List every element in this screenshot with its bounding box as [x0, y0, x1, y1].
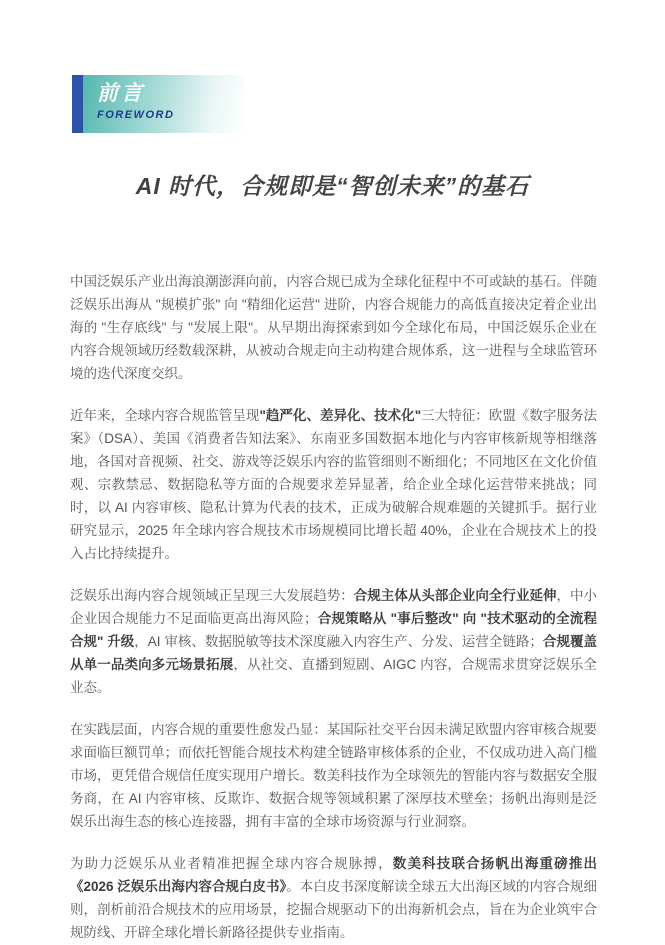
banner-title: 前言 — [97, 82, 145, 105]
body-text-segment: 在实践层面，内容合规的重要性愈发凸显：某国际社交平台因未满足欧盟内容审核合规要求面临巨额罚单；而依托智能合规技术构建全链路审核体系的企业，不仅成功进入高门槛市场，更凭借合规信任度实现用户增长。数美科技作为全球领先的智能内容与数据安全服务商，在 AI 内容审核、反欺诈、数据合规等领域积累了深厚技术壁垒；扬帆出海则是泛娱乐出海生态的核心连接器，拥有丰富的全球市场资源与行业洞察。 — [70, 722, 597, 829]
foreword-banner — [72, 75, 245, 133]
paragraph — [70, 270, 597, 385]
body-paragraphs — [70, 270, 597, 945]
paragraph — [70, 404, 597, 565]
body-text-segment: 泛娱乐出海内容合规领域正呈现三大发展趋势： — [70, 588, 354, 603]
body-text-segment: 近年来，全球内容合规监管呈现 — [70, 408, 260, 423]
body-text-segment: 三大特征：欧盟《数字服务法案》（DSA）、美国《消费者告知法案》、东南亚多国数据本地化与内容审核新规等相继落地，各国对音视频、社交、游戏等泛娱乐内容的监管细则不断细化；不同地区在文化价值观、宗教禁忌、数据隐私等方面的合规要求差异显著，给企业全球化运营带来挑战；同时，以 AI 内容审核、隐私计算为代表的技术，正成为破解合规难题的关键抓手。据行业研究显示，2025 年全球内容合规技术市场规模同比增长超 40%，企业在合规技术上的投入占比持续提升。 — [70, 408, 598, 561]
banner-subtitle: FOREWORD — [97, 109, 175, 121]
paragraph — [70, 852, 597, 944]
emphasis-text: 合规策略从 "事后整改" 向 "技术驱动的全流程合规" 升级 — [70, 611, 597, 649]
emphasis-text: 数美科技联合扬帆出海重磅推出《2026 泛娱乐出海内容合规白皮书》 — [70, 856, 598, 894]
page-title: AI 时代，合规即是“智创未来”的基石 — [135, 173, 530, 199]
emphasis-text: "趋严化、差异化、技术化" — [259, 408, 422, 423]
body-text-segment: ，中小企业因合规能力不足面临更高出海风险； — [70, 588, 598, 626]
body-text-segment: ，从社交、直播到短剧、AIGC 内容，合规需求贯穿泛娱乐全业态。 — [70, 657, 597, 695]
body-text-segment: 中国泛娱乐产业出海浪潮澎湃向前，内容合规已成为全球化征程中不可或缺的基石。伴随泛娱乐出海从 "规模扩张" 向 "精细化运营" 进阶，内容合规能力的高低直接决定着企业出海的 "生存底线" 与 "发展上限"。从早期出海探索到如今全球化布局，中国泛娱乐企业在内容合规领域历经数载深耕，从被动合规走向主动构建合规体系，这一进程与全球监管环境的迭代深度交织。 — [70, 274, 597, 381]
paragraph — [70, 584, 597, 699]
paragraph — [70, 718, 597, 833]
body-text-segment: 为助力泛娱乐从业者精准把握全球内容合规脉搏， — [70, 856, 393, 871]
emphasis-text: 合规覆盖从单一品类向多元场景拓展 — [70, 634, 597, 672]
accent-bar — [72, 75, 83, 133]
body-text-segment: ，AI 审核、数据脱敏等技术深度融入内容生产、分发、运营全链路； — [134, 634, 543, 649]
body-text-segment: 。本白皮书深度解读全球五大出海区域的内容合规细则，剖析前沿合规技术的应用场景，挖掘合规驱动下的出海新机会点，旨在为企业筑牢合规防线、开辟全球化增长新路径提供专业指南。 — [70, 879, 597, 940]
banner-gradient — [83, 75, 245, 133]
emphasis-text: 合规主体从头部企业向全行业延伸 — [353, 588, 557, 603]
